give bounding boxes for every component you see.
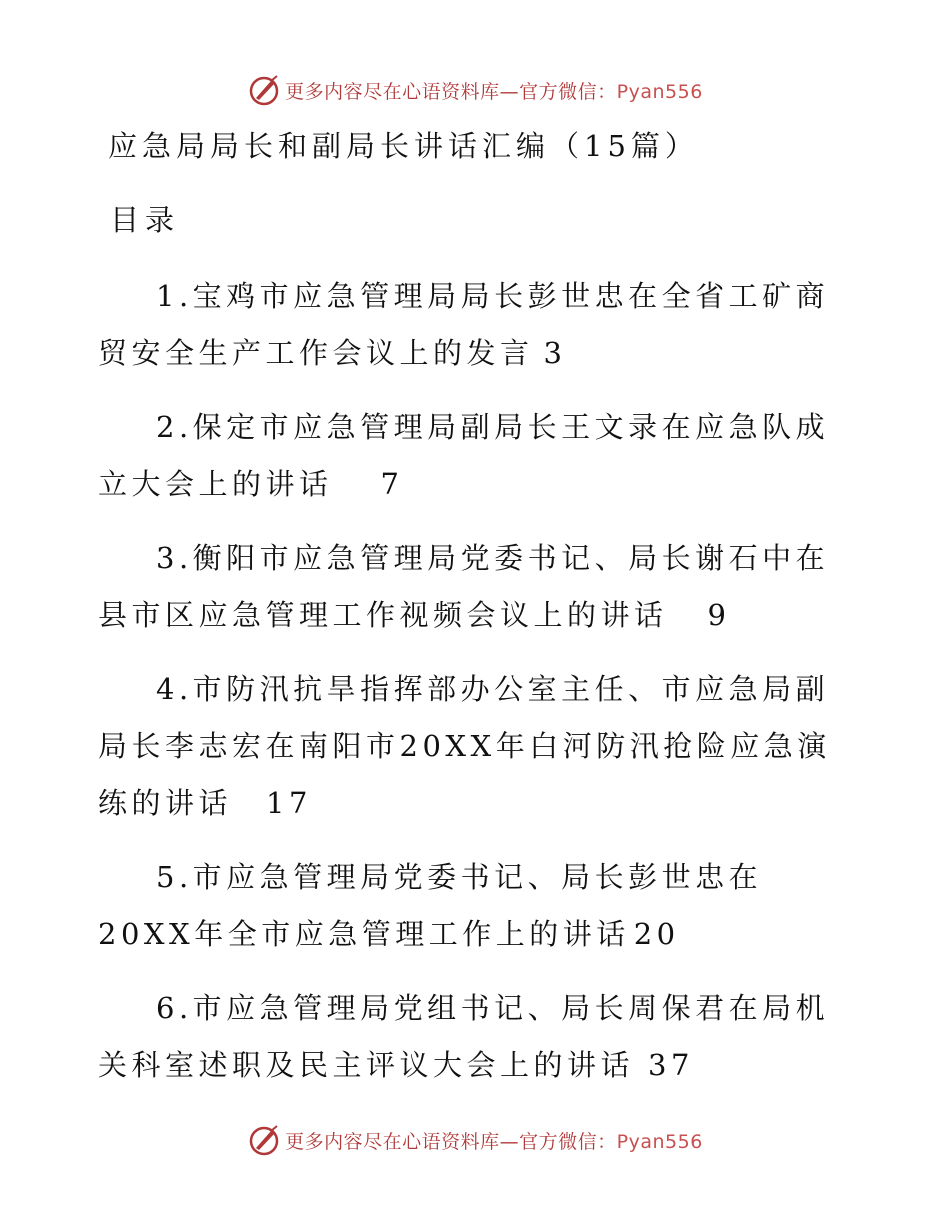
toc-entry-label: 2.保定市应急管理局副局长王文录在应急队成立大会上的讲话 [98, 410, 830, 501]
toc-heading: 目录 [110, 203, 181, 237]
banner-text: 更多内容尽在心语资料库—官方微信：Pyan556 [285, 80, 703, 103]
toc-entry-6[interactable] [98, 980, 850, 1094]
toc-entry-3[interactable] [98, 530, 850, 644]
footer-banner [0, 1122, 950, 1158]
toc-entry-label: 6.市应急管理局党组书记、局长周保君在局机关科室述职及民主评议大会上的讲话 [98, 991, 830, 1082]
toc-entry-label: 3.衡阳市应急管理局党委书记、局长谢石中在县市区应急管理工作视频会议上的讲话 [98, 541, 830, 632]
toc-entry-5[interactable] [98, 849, 850, 963]
toc-entry-label: 4.市防汛抗旱指挥部办公室主任、市应急局副局长李志宏在南阳市20XX年白河防汛抢险应急演练的讲话 [98, 672, 831, 820]
toc-entry-label: 5.市应急管理局党委书记、局长彭世忠在20XX年全市应急管理工作上的讲话 [98, 860, 763, 951]
table-of-contents [98, 268, 850, 1111]
quill-logo-icon [247, 1123, 281, 1157]
wechat-handle: Pyan556 [616, 80, 703, 103]
toc-entry-page: 20 [633, 917, 680, 951]
banner-text: 更多内容尽在心语资料库—官方微信：Pyan556 [285, 1130, 703, 1153]
quill-logo-icon [247, 73, 281, 107]
wechat-handle: Pyan556 [616, 1130, 703, 1153]
toc-entry-page: 9 [707, 598, 731, 632]
toc-entry-page: 3 [543, 336, 567, 370]
toc-entry-4[interactable] [98, 661, 850, 832]
toc-entry-label: 1.宝鸡市应急管理局局长彭世忠在全省工矿商贸安全生产工作会议上的发言 [98, 279, 830, 370]
toc-entry-1[interactable] [98, 268, 850, 382]
document-title: 应急局局长和副局长讲话汇编（15篇） [108, 129, 699, 163]
toc-entry-page: 37 [648, 1048, 694, 1082]
toc-entry-2[interactable] [98, 399, 850, 513]
toc-entry-page: 7 [380, 467, 404, 501]
toc-entry-page: 17 [266, 786, 312, 820]
header-banner [0, 72, 950, 108]
